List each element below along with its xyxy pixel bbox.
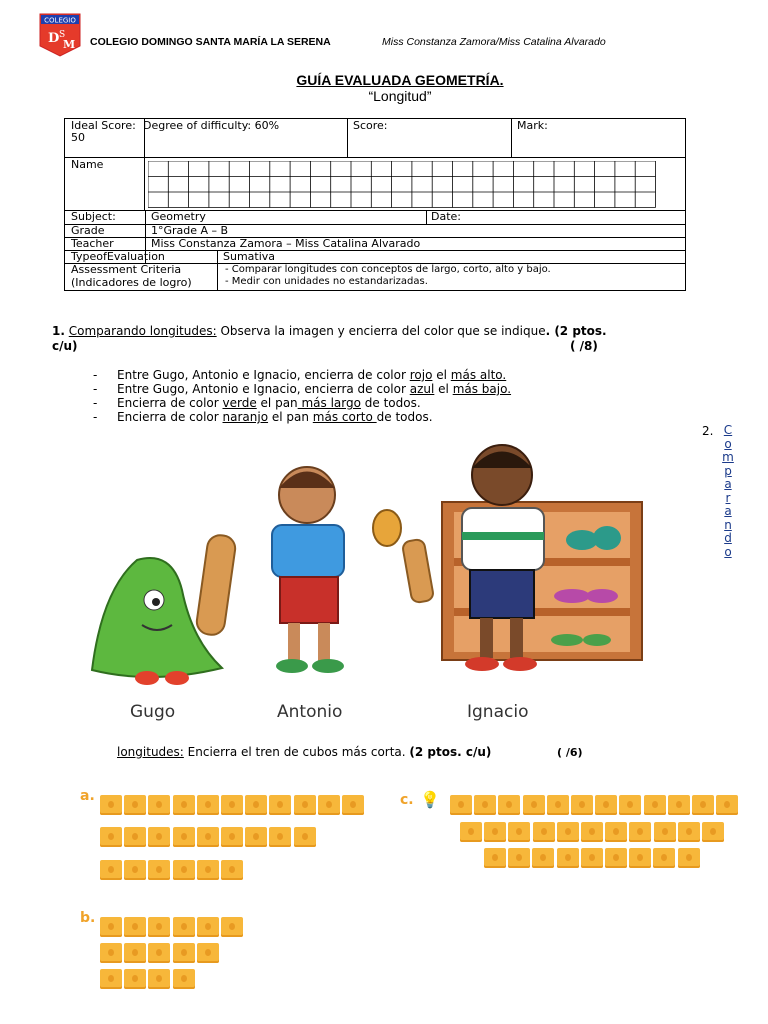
cube (595, 795, 617, 815)
cube (523, 795, 545, 815)
cube (197, 827, 219, 847)
label-ignacio: Ignacio (467, 702, 529, 722)
evaluation-value: Sumativa (223, 250, 276, 263)
train-c-2[interactable] (460, 822, 726, 842)
cube (294, 827, 316, 847)
train-a-1[interactable] (100, 795, 366, 815)
q1-points-cont: c/u) (52, 339, 78, 353)
cube (245, 827, 267, 847)
cube (124, 827, 146, 847)
train-a-3[interactable] (100, 860, 245, 880)
train-c-3[interactable] (484, 848, 702, 868)
cube (533, 822, 555, 842)
q2-text: Encierra el tren de cubos más corta. (183, 745, 410, 759)
cube (173, 917, 195, 937)
cube (100, 917, 122, 937)
q2-score-box: ( /6) (557, 746, 583, 759)
label-antonio: Antonio (277, 702, 343, 722)
q1-text: Observa la imagen y encierra del color que se indique (216, 324, 546, 338)
date-label: Date: (431, 210, 461, 223)
cube (474, 795, 496, 815)
train-b-3[interactable] (100, 969, 197, 989)
cube (148, 860, 170, 880)
cube (716, 795, 738, 815)
cube (173, 943, 195, 963)
cube (702, 822, 724, 842)
cube (269, 827, 291, 847)
cube (629, 848, 651, 868)
grade-label: Grade (71, 224, 105, 237)
q1-points: . (2 ptos. (545, 324, 607, 338)
svg-text:M: M (63, 38, 76, 51)
bullet-2: - Entre Gugo, Antonio e Ignacio, encierra de color azul el más bajo. (93, 382, 512, 396)
cube (294, 795, 316, 815)
cube (173, 860, 195, 880)
cube (269, 795, 291, 815)
cube (484, 822, 506, 842)
lightbulb-icon: 💡 (420, 790, 440, 809)
cube (342, 795, 364, 815)
cube (221, 795, 243, 815)
label-gugo: Gugo (130, 702, 176, 722)
cube (221, 917, 243, 937)
train-b-1[interactable] (100, 917, 245, 937)
cube (460, 822, 482, 842)
question-1 (52, 324, 712, 339)
cube (100, 860, 122, 880)
cube (644, 795, 666, 815)
cube (197, 795, 219, 815)
bullet-1: - Entre Gugo, Antonio e Ignacio, encierra de color rojo el más alto. (93, 368, 507, 382)
evaluation-label: TypeofEvaluation (71, 250, 165, 263)
q2-points: (2 ptos. c/u) (409, 745, 492, 759)
cube (629, 822, 651, 842)
mark-label: Mark: (517, 119, 548, 132)
gugo-figure (92, 534, 237, 685)
teacher-label: Teacher (71, 237, 114, 250)
teachers-header: Miss Constanza Zamora/Miss Catalina Alvarado (382, 36, 606, 48)
score-label: Score: (353, 119, 388, 132)
cube (148, 795, 170, 815)
cube (100, 943, 122, 963)
cube (148, 917, 170, 937)
cube (450, 795, 472, 815)
cube (605, 848, 627, 868)
school-logo (38, 12, 82, 58)
cube (557, 848, 579, 868)
cube (557, 822, 579, 842)
svg-text:COLEGIO: COLEGIO (44, 16, 76, 25)
q1-topic: Comparando longitudes: (68, 324, 217, 338)
svg-text:S: S (59, 30, 66, 40)
cube (124, 969, 146, 989)
cube (668, 795, 690, 815)
criteria-label: Assessment Criteria (71, 263, 182, 276)
subject-label: Subject: (71, 210, 116, 223)
bullet-3: - Encierra de color verde el pan más largo de todos. (93, 396, 421, 410)
ideal-score: Ideal Score: 50 (71, 119, 136, 144)
page-subtitle: “Longitud” (368, 88, 432, 104)
cube (245, 795, 267, 815)
q2-number: 2. (702, 424, 714, 438)
option-c-label: c. (400, 792, 414, 808)
subject-value: Geometry (151, 210, 206, 223)
school-name: COLEGIO DOMINGO SANTA MARÍA LA SERENA (90, 36, 331, 48)
train-b-2[interactable] (100, 943, 221, 963)
cube (318, 795, 340, 815)
criteria-2: - Medir con unidades no estandarizadas. (225, 276, 428, 287)
cube (148, 943, 170, 963)
cube (173, 795, 195, 815)
q2-topic: longitudes: (117, 745, 184, 759)
cube (124, 795, 146, 815)
cube (221, 860, 243, 880)
svg-text:D: D (48, 31, 60, 46)
grade-value: 1°Grade A – B (151, 224, 229, 237)
cube (547, 795, 569, 815)
cube (197, 943, 219, 963)
bullet-4: - Encierra de color naranjo el pan más corto de todos. (93, 410, 433, 424)
cube (148, 827, 170, 847)
cube (484, 848, 506, 868)
cube (124, 860, 146, 880)
option-a-label: a. (80, 788, 95, 804)
question-2 (117, 745, 491, 759)
cube (581, 848, 603, 868)
antonio-figure (272, 467, 434, 673)
cube (100, 827, 122, 847)
option-b-label: b. (80, 910, 96, 926)
cube (173, 969, 195, 989)
q1-number: 1. (52, 324, 65, 338)
cube (124, 917, 146, 937)
name-label: Name (71, 158, 104, 171)
page-title: GUÍA EVALUADA GEOMETRÍA. (296, 72, 504, 88)
cube (508, 822, 530, 842)
cube (653, 848, 675, 868)
cube (221, 827, 243, 847)
cube (619, 795, 641, 815)
vertical-heading: C o m p a r a n d o (722, 423, 734, 559)
criteria-label-2: (Indicadores de logro) (71, 276, 192, 289)
cube (124, 943, 146, 963)
cube (678, 822, 700, 842)
cube (148, 969, 170, 989)
cube (508, 848, 530, 868)
train-a-2[interactable] (100, 827, 318, 847)
cube (532, 848, 554, 868)
difficulty: Degree of difficulty: 60% (143, 119, 280, 132)
cube (654, 822, 676, 842)
cube (498, 795, 520, 815)
cube (100, 795, 122, 815)
cube (605, 822, 627, 842)
cube (571, 795, 593, 815)
cube (100, 969, 122, 989)
teacher-value: Miss Constanza Zamora – Miss Catalina Alvarado (151, 237, 421, 250)
cube (581, 822, 603, 842)
train-c-1[interactable] (450, 795, 740, 815)
name-grid[interactable] (148, 161, 658, 209)
criteria-1: - Comparar longitudes con conceptos de largo, corto, alto y bajo. (225, 264, 551, 275)
cube (173, 827, 195, 847)
cube (692, 795, 714, 815)
characters-illustration (62, 440, 672, 730)
cube (197, 860, 219, 880)
info-table (64, 118, 686, 291)
q1-score-box: ( /8) (570, 339, 598, 353)
cube (678, 848, 700, 868)
cube (197, 917, 219, 937)
